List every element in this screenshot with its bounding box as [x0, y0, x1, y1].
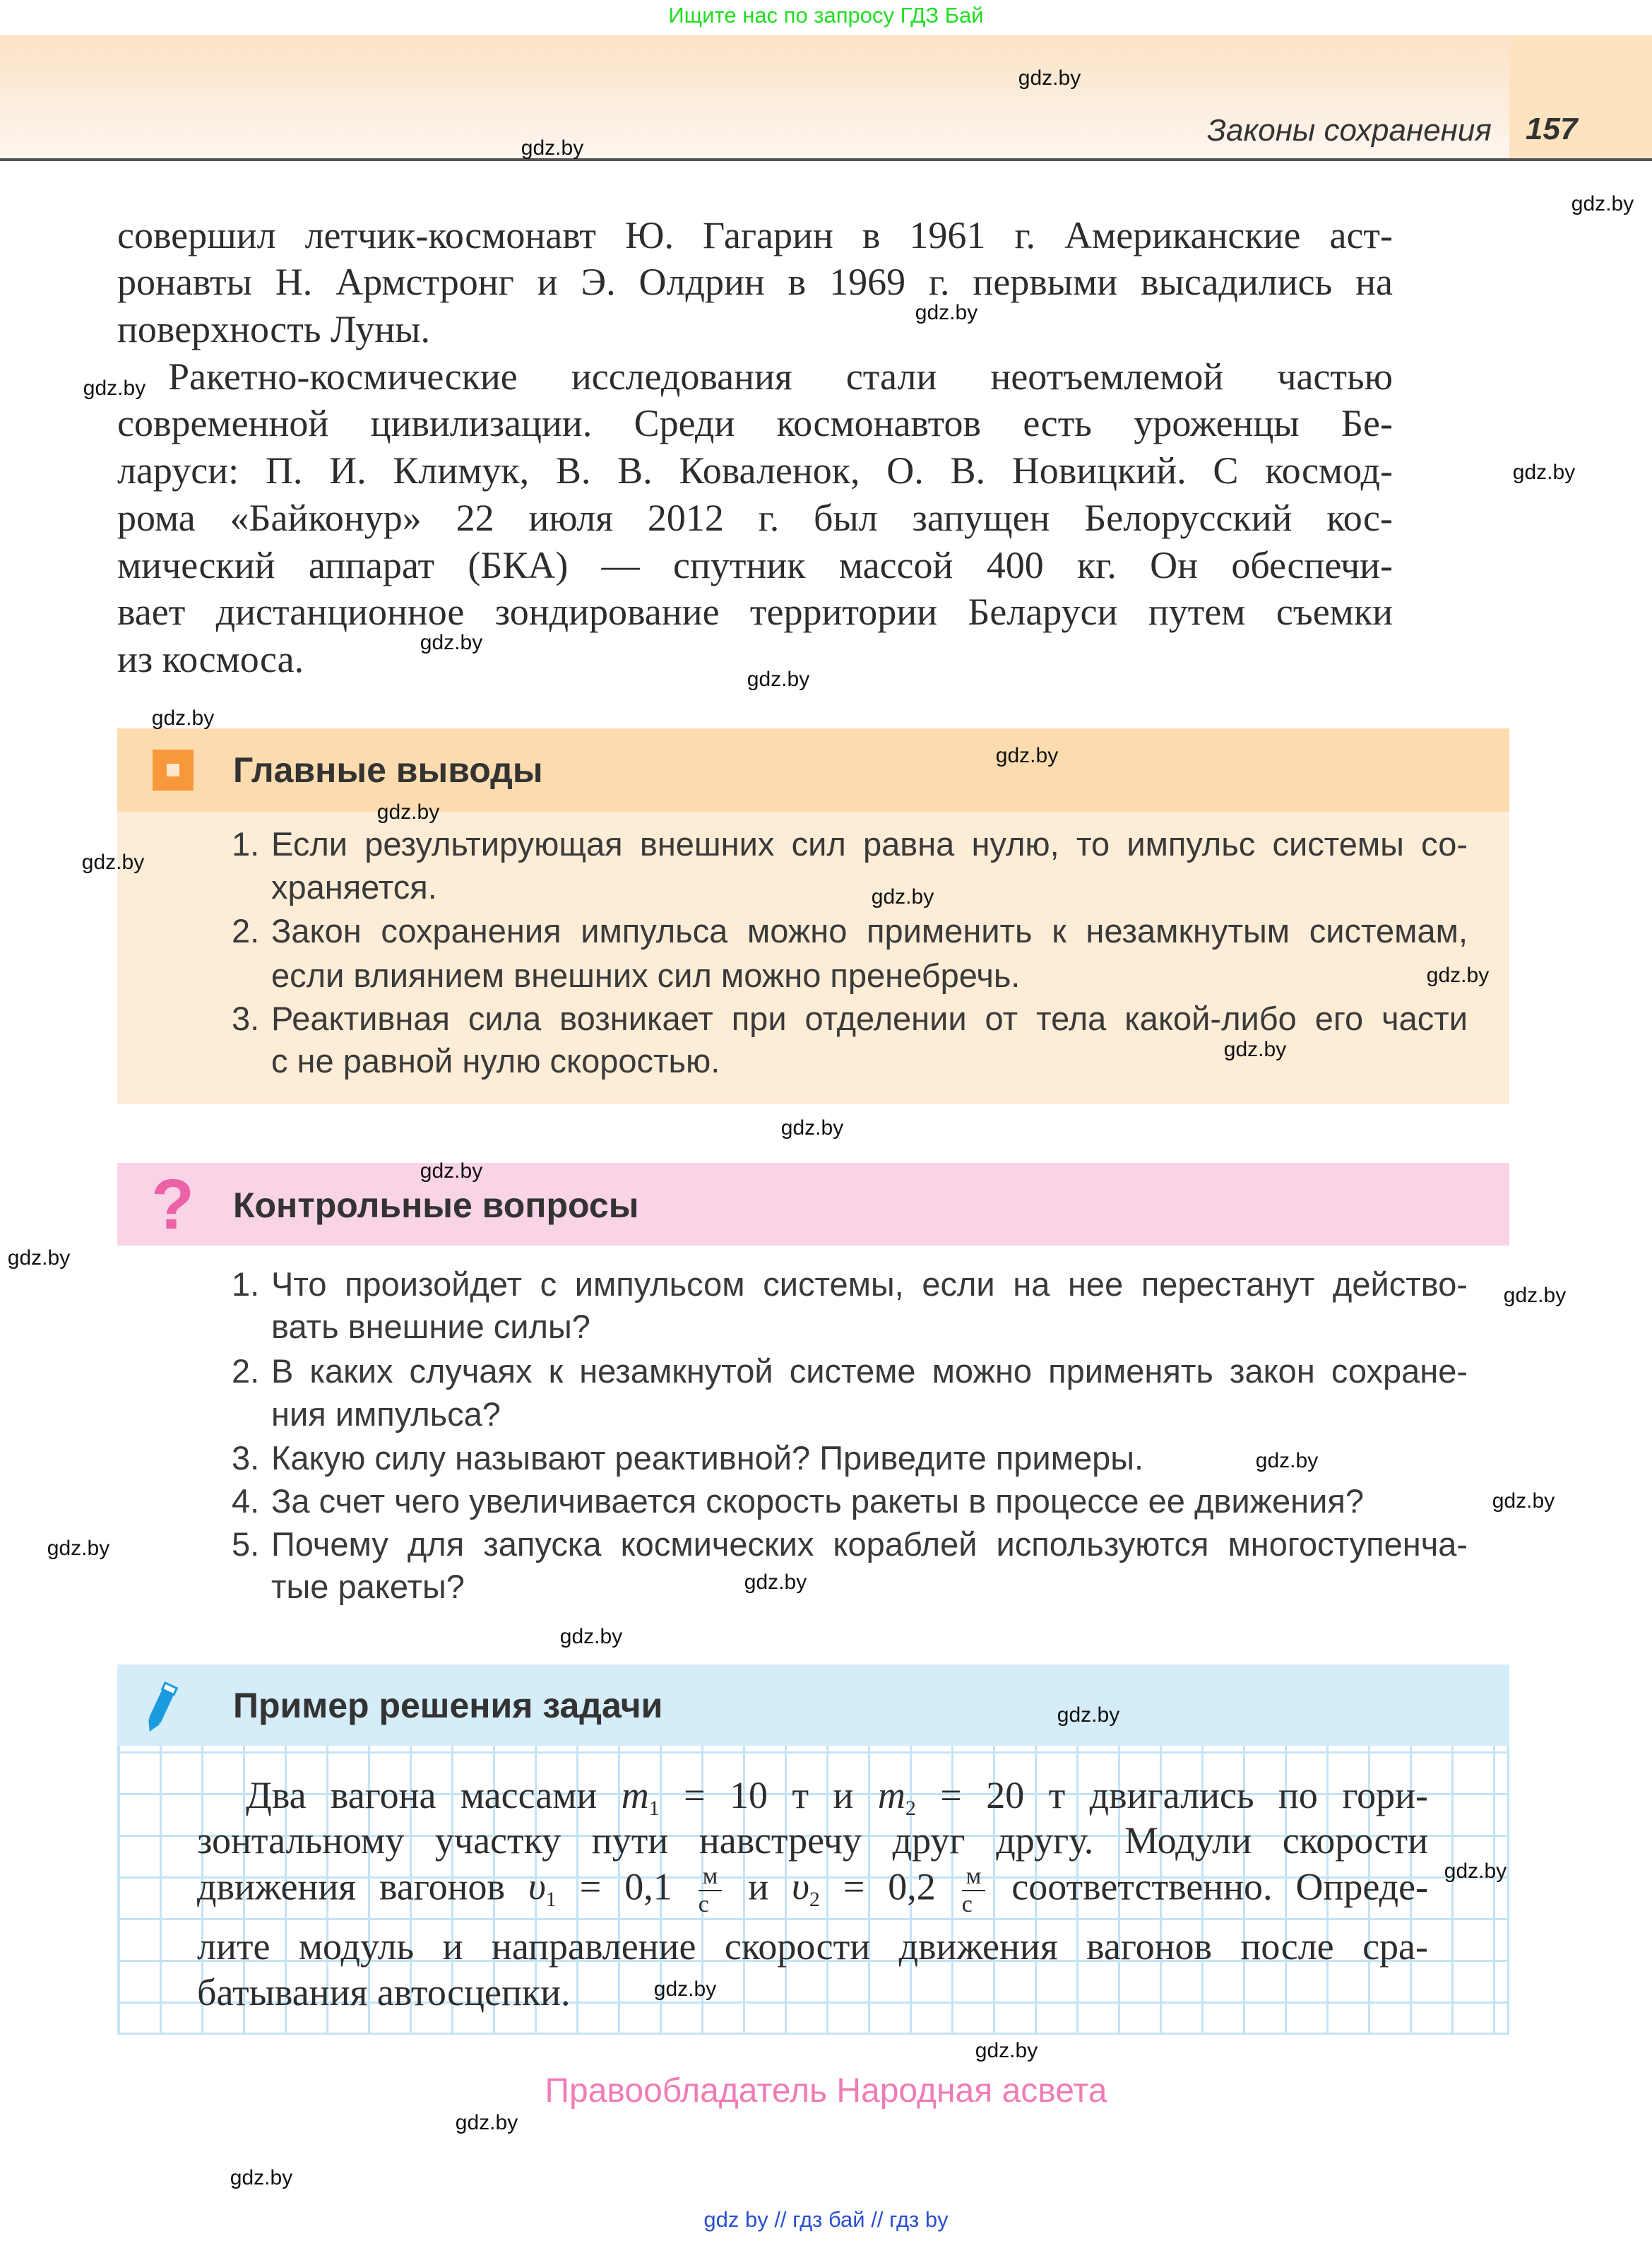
item-text: с не равной нулю скоростью.	[271, 1042, 720, 1080]
problem-line: зонтальному участку пути навстречу друг другу. Модули скорости	[197, 1819, 1428, 1862]
watermark: gdz.by	[83, 377, 146, 400]
unit-fraction	[962, 1863, 986, 1918]
watermark: gdz.by	[151, 706, 215, 730]
body-line: вает дистанционное зондирование территории Беларуси путем съемки	[117, 591, 1393, 633]
watermark: gdz.by	[1057, 1703, 1120, 1727]
unit-den: с	[698, 1891, 709, 1917]
watermark: gdz.by	[47, 1537, 110, 1560]
watermark: gdz.by	[975, 2039, 1038, 2062]
example-title: Пример решения задачи	[233, 1686, 663, 1725]
question-mark-icon: ?	[151, 1165, 195, 1244]
page-number: 157	[1526, 112, 1578, 146]
item-number: 2.	[232, 912, 260, 950]
item-text: Если результирующая внешних сил равна нулю, то импульс системы со-	[271, 825, 1468, 863]
pencil-icon	[138, 1680, 181, 1740]
item-text: Почему для запуска космических кораблей используются многоступенча-	[271, 1525, 1468, 1563]
text: соответственно. Опреде-	[1011, 1865, 1429, 1908]
item-number: 1.	[232, 1265, 260, 1303]
conclusion-item	[0, 820, 1652, 868]
body-line: ронавты Н. Армстронг и Э. Олдрин в 1969 г. первыми высадились на	[117, 261, 1393, 303]
conclusions-title: Главные выводы	[233, 750, 543, 790]
text: = 20 т двигались по гори-	[940, 1774, 1429, 1816]
search-banner[interactable]: Ищите нас по запросу ГДЗ Бай	[668, 3, 984, 28]
question-item	[0, 1477, 1652, 1525]
watermark: gdz.by	[1018, 66, 1081, 90]
watermark: gdz.by	[1503, 1284, 1567, 1307]
var: m	[877, 1774, 905, 1816]
section-title: Законы сохранения	[1207, 113, 1492, 148]
watermark: gdz.by	[420, 631, 483, 654]
unit-fraction	[699, 1863, 723, 1918]
watermark: gdz.by	[376, 800, 440, 824]
watermark: gdz.by	[995, 744, 1059, 767]
item-text: вать внешние силы?	[271, 1308, 590, 1345]
item-text: храняется.	[271, 868, 437, 906]
body-line: рома «Байконур» 22 июля 2012 г. был запущен Белорусский кос-	[117, 497, 1393, 539]
watermark: gdz.by	[780, 1116, 844, 1140]
header-divider	[0, 158, 1652, 161]
footer-links[interactable]: gdz by // гдз бай // гдз by	[703, 2207, 949, 2232]
problem-line: батывания автосцепки.	[197, 1971, 571, 2014]
item-number: 4.	[232, 1482, 260, 1520]
body-line: современной цивилизации. Среди космонавтов есть уроженцы Бе-	[117, 402, 1393, 444]
question-item	[0, 1260, 1652, 1308]
question-item	[0, 1520, 1652, 1568]
watermark: gdz.by	[744, 1571, 807, 1594]
subscript: 1	[648, 1797, 660, 1820]
body-line: Ракетно-космические исследования стали неотъемлемой частью	[168, 355, 1393, 398]
unit-num: м	[699, 1863, 723, 1891]
watermark: gdz.by	[420, 1159, 483, 1183]
text: = 10 т и	[684, 1774, 854, 1816]
watermark: gdz.by	[1571, 192, 1634, 215]
watermark: gdz.by	[1492, 1489, 1555, 1513]
unit-den: с	[961, 1891, 973, 1917]
item-number: 2.	[232, 1352, 260, 1390]
item-text: Закон сохранения импульса можно применить к незамкнутым системам,	[271, 912, 1468, 950]
text: движения вагонов	[197, 1865, 505, 1908]
formula-m2	[877, 1774, 916, 1820]
item-text: В каких случаях к незамкнутой системе можно применять закон сохране-	[271, 1352, 1468, 1390]
watermark: gdz.by	[871, 885, 934, 909]
formula-m1	[621, 1774, 660, 1820]
question-item	[0, 1347, 1652, 1395]
body-line: из космоса.	[117, 638, 304, 680]
text: = 0,2	[843, 1865, 936, 1908]
watermark: gdz.by	[1223, 1038, 1287, 1061]
problem-line: лите модуль и направление скорости движения вагонов после сра-	[197, 1925, 1428, 1968]
subscript: 2	[809, 1888, 820, 1912]
text: = 0,1	[579, 1865, 672, 1908]
item-text: если влиянием внешних сил можно пренебречь.	[271, 957, 1021, 994]
watermark: gdz.by	[455, 2111, 518, 2134]
unit-num: м	[962, 1863, 986, 1891]
watermark: gdz.by	[1426, 964, 1490, 987]
body-line: ларуси: П. И. Климук, В. В. Коваленок, О. В. Новицкий. С космод-	[117, 449, 1393, 492]
item-text: Что произойдет с импульсом системы, если на нее перестанут действо-	[271, 1265, 1468, 1303]
text: и	[748, 1865, 769, 1908]
watermark: gdz.by	[1444, 1859, 1507, 1883]
watermark: gdz.by	[230, 2166, 293, 2189]
item-number: 3.	[232, 1000, 260, 1037]
body-line: поверхность Луны.	[117, 308, 430, 350]
subscript: 1	[545, 1888, 557, 1912]
copyright-owner: Правообладатель Народная асвета	[545, 2072, 1107, 2110]
subscript: 2	[905, 1797, 916, 1820]
watermark: gdz.by	[81, 851, 145, 874]
square-bullet-icon	[153, 750, 194, 791]
text: Два вагона массами	[246, 1774, 598, 1816]
conclusion-item	[0, 995, 1652, 1042]
item-number: 1.	[232, 825, 260, 863]
item-text: Реактивная сила возникает при отделении от тела какой-либо его части	[271, 1000, 1468, 1037]
problem-line	[246, 1772, 1428, 1819]
conclusion-item	[0, 907, 1652, 954]
formula-v2	[792, 1865, 820, 1912]
item-text: За счет чего увеличивается скорость ракеты в процессе ее движения?	[271, 1482, 1364, 1520]
watermark: gdz.by	[1255, 1449, 1319, 1472]
body-line: мический аппарат (БКА) — спутник массой 400 кг. Он обеспечи-	[117, 544, 1393, 586]
watermark: gdz.by	[7, 1246, 71, 1270]
watermark: gdz.by	[915, 301, 978, 324]
body-line: совершил летчик-космонавт Ю. Гагарин в 1961 г. Американские аст-	[117, 214, 1393, 256]
watermark: gdz.by	[521, 136, 584, 160]
watermark: gdz.by	[653, 1977, 717, 2001]
item-text: тые ракеты?	[271, 1568, 465, 1605]
formula-v1	[528, 1865, 557, 1912]
questions-title: Контрольные вопросы	[233, 1185, 639, 1225]
watermark: gdz.by	[559, 1625, 623, 1648]
item-number: 5.	[232, 1525, 260, 1563]
item-text: Какую силу называют реактивной? Приведите примеры.	[271, 1439, 1144, 1477]
var: υ	[792, 1865, 809, 1908]
item-number: 3.	[232, 1439, 260, 1477]
var: m	[621, 1774, 649, 1816]
item-text: ния импульса?	[271, 1395, 501, 1433]
var: υ	[528, 1865, 546, 1908]
watermark: gdz.by	[1512, 461, 1576, 484]
watermark: gdz.by	[747, 668, 810, 691]
question-item	[0, 1434, 1652, 1482]
